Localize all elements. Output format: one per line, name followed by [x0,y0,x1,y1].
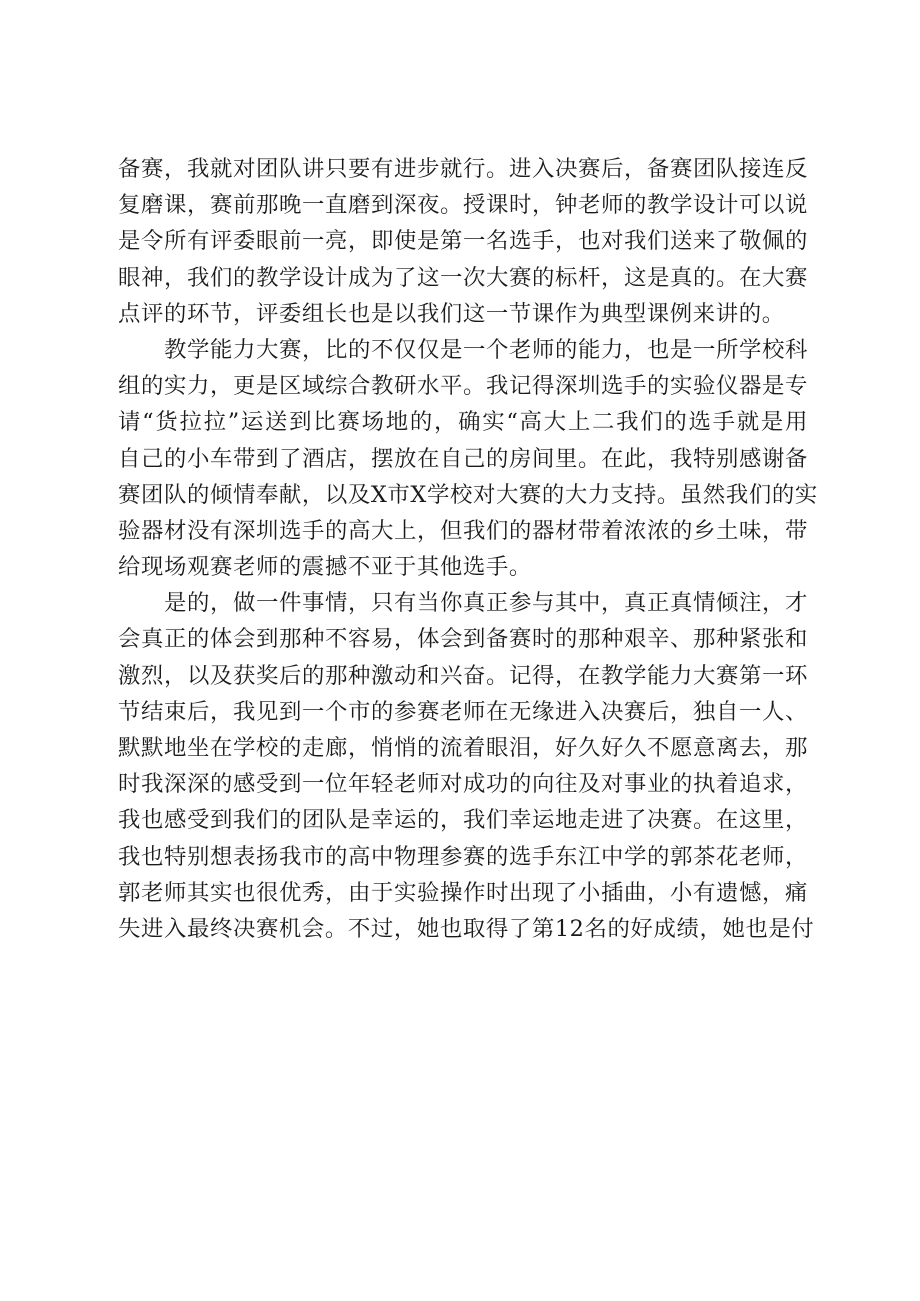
paragraph-1 [118,158,808,325]
text-line: 赛团队的倾情奉献，以及X市X学校对大赛的大力支持。虽然我们的实 [118,481,818,508]
paragraph-2 [118,336,818,581]
text-line: 请“货拉拉”运送到比赛场地的，确实“高大上二我们的选手就是用 [118,409,808,436]
text-line: 时我深深的感受到一位年轻老师对成功的向往及对事业的执着追求， [118,771,808,798]
text-line: 我也感受到我们的团队是幸运的，我们幸运地走进了决赛。在这里， [118,807,808,834]
text-line: 激烈，以及获奖后的那种激动和兴奋。记得，在教学能力大赛第一环 [118,662,808,689]
text-line: 节结束后，我见到一个市的参赛老师在无缘进入决赛后，独自一人、 [118,698,808,725]
text-line: 我也特别想表扬我市的高中物理参赛的选手东江中学的郭茶花老师， [118,843,808,870]
text-line: 郭老师其实也很优秀，由于实验操作时出现了小插曲，小有遗憾，痛 [118,879,808,906]
body-text [118,156,818,954]
text-line: 是令所有评委眼前一亮，即使是第一名选手，也对我们送来了敬佩的 [118,228,808,255]
text-line: 给现场观赛老师的震撼不亚于其他选手。 [118,554,532,581]
paragraph-3 [118,590,815,942]
text-line: 是的，做一件事情，只有当你真正参与其中，真正真情倾注，才 [164,590,808,617]
text-line: 验器材没有深圳选手的高大上，但我们的器材带着浓浓的乡土味，带 [118,517,808,544]
text-line: 备赛，我就对团队讲只要有进步就行。进入决赛后，备赛团队接连反 [118,156,808,182]
text-line: 点评的环节，评委组长也是以我们这一节课作为典型课例来讲的。 [118,300,785,327]
text-line: 眼神，我们的教学设计成为了这一次大赛的标杆，这是真的。在大赛 [118,264,808,291]
text-line: 失进入最终决赛机会。不过，她也取得了第12名的好成绩，她也是付 [118,915,815,942]
text-line: 组的实力，更是区域综合教研水平。我记得深圳选手的实验仪器是专 [118,373,808,400]
text-line: 默默地坐在学校的走廊，悄悄的流着眼泪，好久好久不愿意离去，那 [118,735,808,761]
text-line: 复磨课，赛前那晚一直磨到深夜。授课时，钟老师的教学设计可以说 [118,192,808,219]
text-line: 会真正的体会到那种不容易，体会到备赛时的那种艰辛、那种紧张和 [118,626,808,653]
text-line: 教学能力大赛，比的不仅仅是一个老师的能力，也是一所学校科 [164,336,808,363]
text-line: 自己的小车带到了酒店，摆放在自己的房间里。在此，我特别感谢备 [118,445,808,472]
